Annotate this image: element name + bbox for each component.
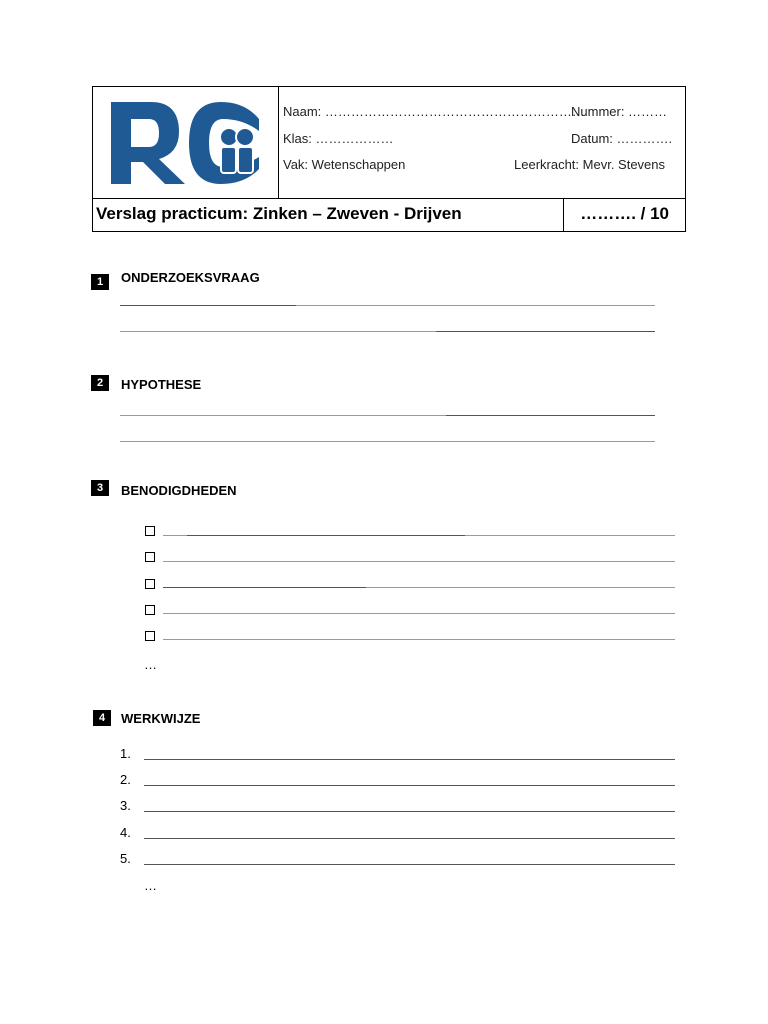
vak-label: Vak: Wetenschappen — [283, 157, 406, 172]
step-number: 4. — [120, 825, 131, 840]
logo-cell — [93, 87, 279, 198]
answer-line-segment — [436, 331, 655, 332]
checkbox[interactable] — [145, 579, 155, 589]
list-ellipsis: … — [144, 657, 157, 672]
score-field[interactable]: ………. / 10 — [580, 204, 669, 223]
score-cell — [563, 199, 685, 231]
datum-field[interactable]: Datum: …………. — [571, 131, 673, 146]
step-line[interactable] — [144, 759, 675, 760]
item-line[interactable] — [163, 613, 675, 614]
section-title-benodigdheden: BENODIGDHEDEN — [121, 483, 237, 498]
step-number: 3. — [120, 798, 131, 813]
checkbox[interactable] — [145, 605, 155, 615]
checkbox[interactable] — [145, 552, 155, 562]
item-line-segment — [187, 535, 465, 536]
school-logo — [93, 87, 279, 198]
section-number-1: 1 — [91, 274, 109, 290]
item-line-segment — [163, 587, 366, 588]
klas-field[interactable]: Klas: ……………… — [283, 131, 394, 146]
item-line[interactable] — [163, 561, 675, 562]
step-line[interactable] — [144, 838, 675, 839]
nummer-field[interactable]: Nummer: ……… — [571, 104, 668, 119]
section-title-onderzoeksvraag: ONDERZOEKSVRAAG — [121, 270, 260, 285]
answer-line-segment — [120, 305, 296, 306]
step-number: 2. — [120, 772, 131, 787]
checkbox[interactable] — [145, 631, 155, 641]
item-line[interactable] — [163, 639, 675, 640]
section-number-4: 4 — [93, 710, 111, 726]
naam-field[interactable]: Naam: …………………………………………………… — [283, 104, 585, 119]
header-table — [92, 86, 686, 232]
section-title-hypothese: HYPOTHESE — [121, 377, 202, 392]
step-line[interactable] — [144, 811, 675, 812]
checkbox[interactable] — [145, 526, 155, 536]
section-number-2: 2 — [91, 375, 109, 391]
leerkracht-label: Leerkracht: Mevr. Stevens — [514, 157, 666, 172]
title-row — [93, 198, 685, 231]
student-info — [279, 87, 685, 198]
answer-line-segment — [446, 415, 655, 416]
section-number-3: 3 — [91, 480, 109, 496]
step-number: 1. — [120, 746, 131, 761]
page-title: Verslag practicum: Zinken – Zweven - Drijven — [96, 204, 462, 223]
steps-ellipsis: … — [144, 878, 157, 893]
step-number: 5. — [120, 851, 131, 866]
step-line[interactable] — [144, 864, 675, 865]
answer-line[interactable] — [120, 441, 655, 442]
step-line[interactable] — [144, 785, 675, 786]
section-title-werkwijze: WERKWIJZE — [121, 711, 201, 726]
